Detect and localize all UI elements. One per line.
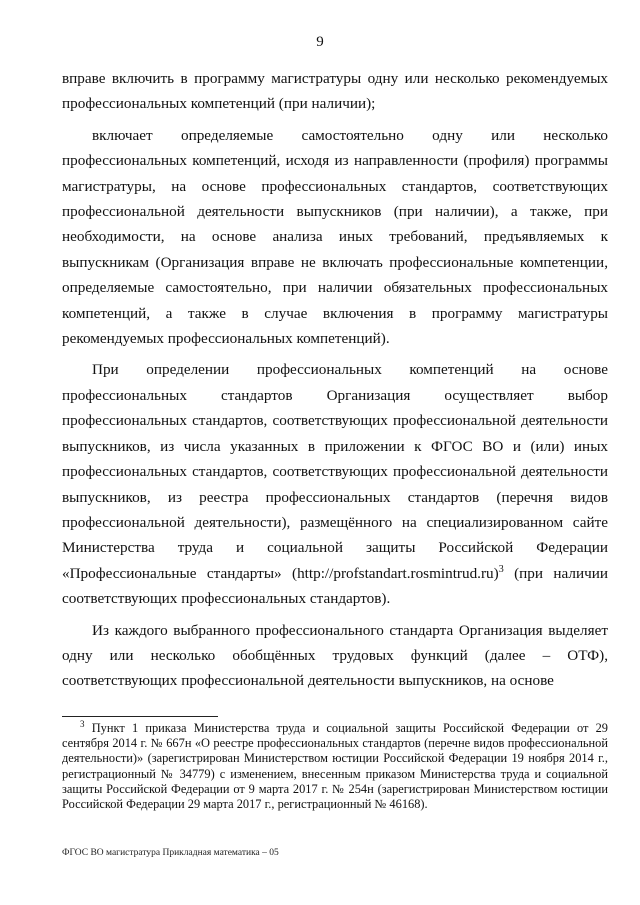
footnote-separator [62,716,218,717]
footnote-text: Пункт 1 приказа Министерства труда и социальной защиты Российской Федерации от 29 сентября 2014 г. № 667н «О реестре профессиональных стандартов (перечне видов профессиональной деятельности)» (зарегистрирован Министерством юстиции Российской Федерации 19 ноября 2014 г., регистрационный № 34779) с изменением, внесенным приказом Министерства труда и социальной защиты Российской Федерации от 9 марта 2017 г. № 254н (зарегистрирован Министерством юстиции Российской Федерации 29 марта 2017 г., регистрационный № 46168). [62,721,608,812]
footnote-reference: 3 [498,563,504,575]
body-text [62,66,608,694]
footnote-marker: 3 [80,718,85,729]
paragraph-1: вправе включить в программу магистратуры одну или несколько рекомендуемых профессиональных компетенций (при наличии); [62,70,608,113]
paragraph-3-text-part1: При определении профессиональных компетенций на основе профессиональных стандартов Организация осуществляет выбор профессиональных стандартов, соответствующих профессиональной деятельности выпускников, из числа указанных в приложении к ФГОС ВО и (или) иных профессиональных стандартов, соответствующих профессиональной деятельности выпускников, из реестра профессиональных стандартов (перечня видов профессиональной деятельности), размещённого на специализированном сайте Министерства труда и социальной защиты Российской Федерации «Профессиональные стандарты» (http://profstandart.rosmintrud.ru) [62,361,608,582]
paragraph-3-text-part2: (при наличии соответствующих профессиональных стандартов). [62,564,609,608]
page-number: 9 [316,34,324,50]
paragraph-2: включает определяемые самостоятельно одну или несколько профессиональных компетенций, исходя из направленности (профиля) программы магистратуры, на основе профессиональных стандартов, соответствующих профессиональной деятельности выпускников (при наличии), а также, при необходимости, на основе анализа иных требований, предъявляемых к выпускникам (Организация вправе не включать профессиональные компетенции, определяемые самостоятельно, при наличии обязательных профессиональных компетенций, а также в случае включения в программу магистратуры рекомендуемых профессиональных компетенций). [62,126,608,348]
footnote [62,718,608,812]
paragraph-4: Из каждого выбранного профессионального стандарта Организация выделяет одну или несколько обобщённых трудовых функций (далее – ОТФ), соответствующих профессиональной деятельности выпускников, на основе [62,621,608,690]
paragraph-3 [62,357,608,611]
page-footer: ФГОС ВО магистратура Прикладная математика – 05 [62,848,279,858]
